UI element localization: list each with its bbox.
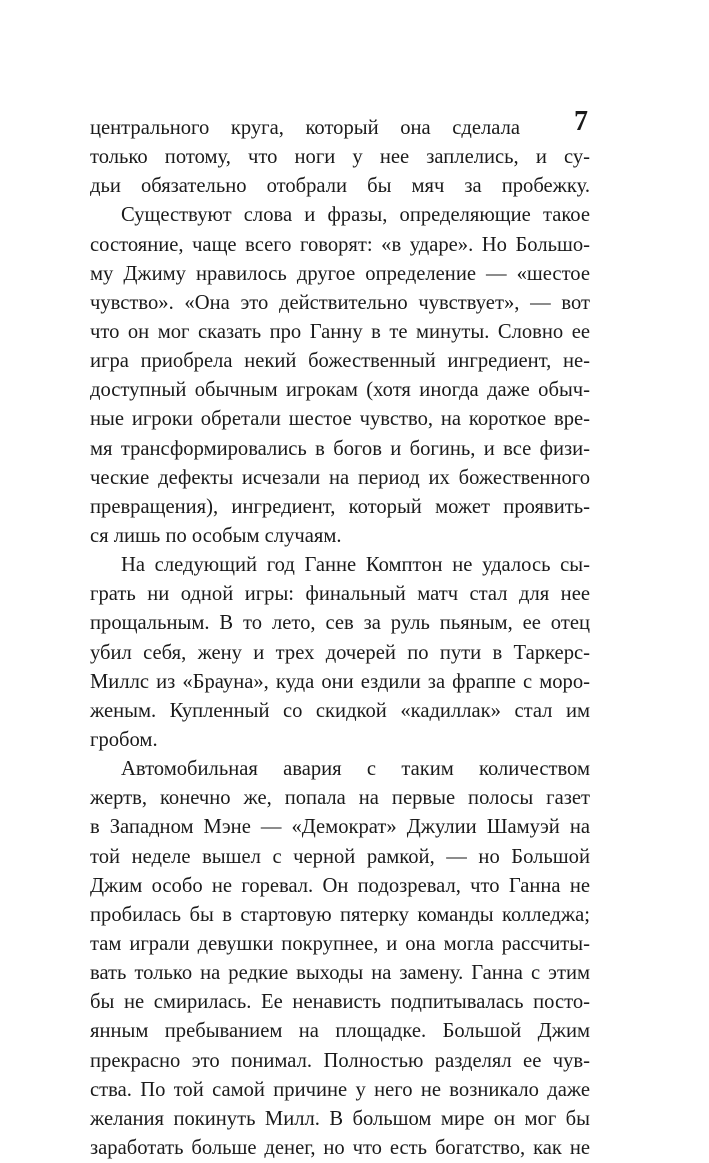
text-line: гробом. bbox=[90, 728, 158, 751]
text-line: чувство». «Она это действительно чувствует», — вот bbox=[90, 291, 590, 314]
text-line: убил себя, жену и трех дочерей по пути в Таркерс- bbox=[90, 641, 590, 664]
text-line: бы не смирилась. Ее ненависть подпитывалась посто- bbox=[90, 991, 590, 1014]
text-line: женым. Купленный со скидкой «кадиллак» стал им bbox=[90, 699, 590, 722]
text-line: доступный обычным игрокам (хотя иногда даже обыч- bbox=[90, 379, 590, 402]
text-line: той неделе вышел с черной рамкой, — но Большой bbox=[90, 845, 590, 868]
text-line: там играли девушки покрупнее, и она могла рассчиты- bbox=[90, 932, 590, 955]
text-line: мя трансформировались в богов и богинь, и все физи- bbox=[90, 437, 590, 460]
text-line: прощальным. В то лето, сев за руль пьяным, ее отец bbox=[90, 612, 590, 635]
text-line: му Джиму нравилось другое определение — «шестое bbox=[90, 262, 590, 285]
text-line: Джим особо не горевал. Он подозревал, что Ганна не bbox=[90, 874, 590, 897]
text-line: заработать больше денег, но что есть богатство, как не bbox=[90, 1136, 590, 1159]
body-text bbox=[90, 114, 590, 1163]
text-line: прекрасно это понимал. Полностью разделял ее чув- bbox=[90, 1049, 590, 1072]
text-line: ся лишь по особым случаям. bbox=[90, 524, 342, 547]
text-line: состояние, чаще всего говорят: «в ударе». Но Большо- bbox=[90, 233, 590, 256]
text-line: Автомобильная авария с таким количеством bbox=[121, 758, 590, 781]
text-line: Существуют слова и фразы, определяющие такое bbox=[121, 204, 590, 227]
text-line: жертв, конечно же, попала на первые полосы газет bbox=[90, 787, 590, 810]
text-line: ства. По той самой причине у него не возникало даже bbox=[90, 1078, 590, 1101]
text-line: что он мог сказать про Ганну в те минуты. Словно ее bbox=[90, 320, 590, 343]
text-line: янным пребыванием на площадке. Большой Джим bbox=[90, 1020, 590, 1043]
text-line: игра приобрела некий божественный ингредиент, не- bbox=[90, 350, 590, 373]
page-number: 7 bbox=[574, 106, 588, 137]
text-line: На следующий год Ганне Комптон не удалось сы- bbox=[121, 554, 590, 577]
text-line: пробилась бы в стартовую пятерку команды колледжа; bbox=[90, 903, 590, 926]
text-line: превращения), ингредиент, который может проявить- bbox=[90, 495, 590, 518]
text-line: ческие дефекты исчезали на период их божественного bbox=[90, 466, 590, 489]
text-line: вать только на редкие выходы на замену. Ганна с этим bbox=[90, 962, 590, 985]
text-line: дьи обязательно отобрали бы мяч за пробежку. bbox=[90, 175, 590, 198]
text-line: Миллс из «Брауна», куда они ездили за фраппе с моро- bbox=[90, 670, 590, 693]
text-line: центрального круга, который она сделала bbox=[90, 117, 520, 139]
text-line: только потому, что ноги у нее заплелись, и су- bbox=[90, 146, 590, 169]
text-line: желания покинуть Милл. В большом мире он мог бы bbox=[90, 1107, 590, 1130]
text-line: грать ни одной игры: финальный матч стал для нее bbox=[90, 583, 590, 606]
text-line: в Западном Мэне — «Демократ» Джулии Шамуэй на bbox=[90, 816, 590, 839]
text-line: ные игроки обретали шестое чувство, на короткое вре- bbox=[90, 408, 590, 431]
